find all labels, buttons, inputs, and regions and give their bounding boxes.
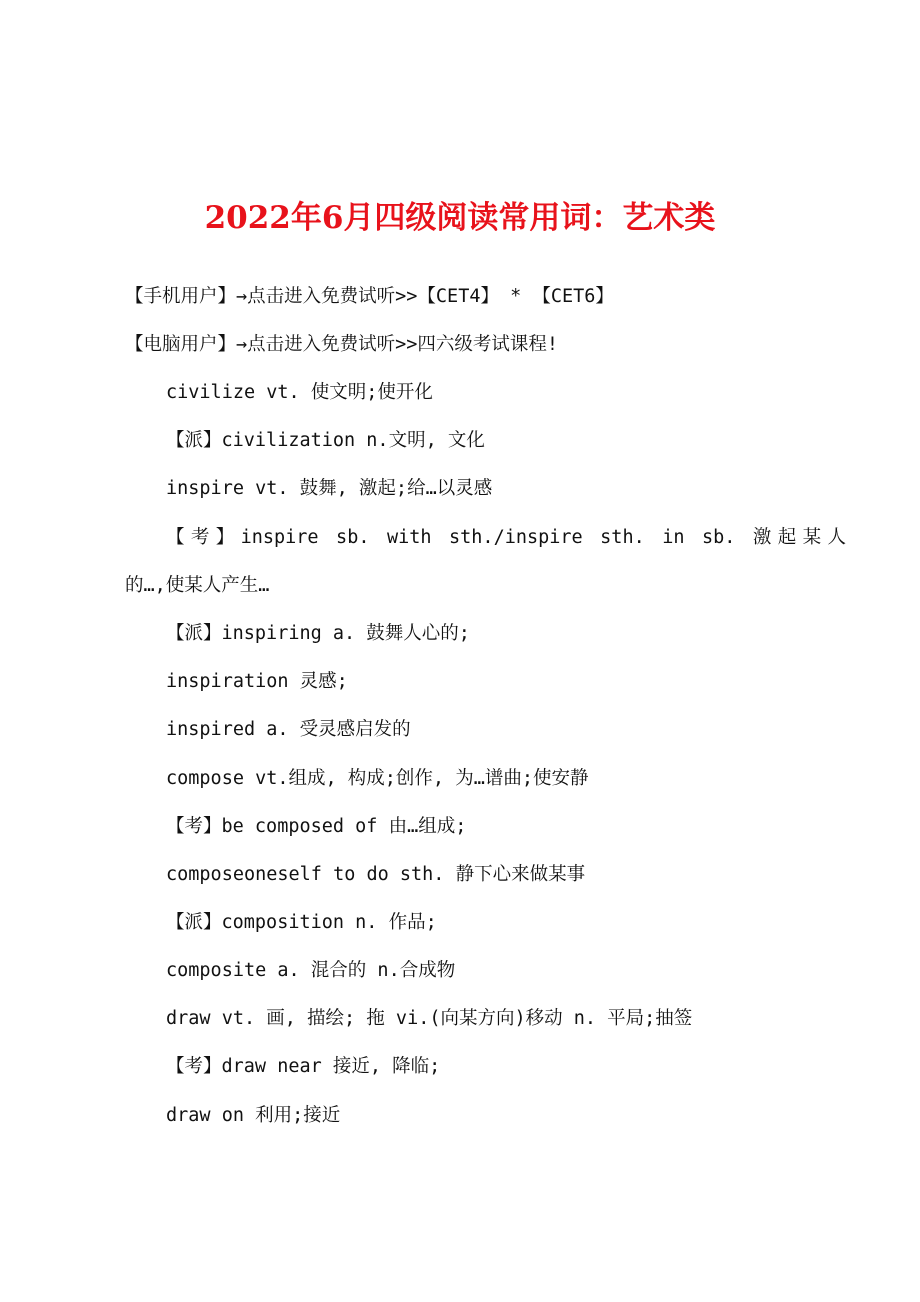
vocab-line: inspire vt. 鼓舞, 激起;给…以灵感 <box>166 478 493 499</box>
vocab-line: 【考】inspire sb. with sth./inspire sth. in sb. 激起某人 <box>166 527 846 548</box>
vocab-line: composite a. 混合的 n.合成物 <box>166 960 456 981</box>
vocab-line: composeoneself to do sth. 静下心来做某事 <box>166 864 586 885</box>
vocab-line: inspired a. 受灵感启发的 <box>166 719 411 740</box>
vocab-line: 【派】civilization n.文明, 文化 <box>166 430 485 451</box>
vocab-line: compose vt.组成, 构成;创作, 为…谱曲;使安静 <box>166 768 589 789</box>
vocab-line: draw on 利用;接近 <box>166 1105 341 1126</box>
vocab-line: civilize vt. 使文明;使开化 <box>166 382 433 403</box>
mobile-user-link[interactable]: 【手机用户】→点击进入免费试听>>【CET4】 * 【CET6】 <box>125 286 614 307</box>
vocab-line: 【派】inspiring a. 鼓舞人心的; <box>166 623 470 644</box>
vocab-line: 【考】be composed of 由…组成; <box>166 816 467 837</box>
vocab-line-continuation: 的…,使某人产生… <box>125 575 270 596</box>
vocab-line: 【考】draw near 接近, 降临; <box>166 1056 441 1077</box>
desktop-user-link[interactable]: 【电脑用户】→点击进入免费试听>>四六级考试课程! <box>125 334 559 355</box>
vocab-line: inspiration 灵感; <box>166 671 348 692</box>
vocab-line: 【派】composition n. 作品; <box>166 912 437 933</box>
vocab-line: draw vt. 画, 描绘; 拖 vi.(向某方向)移动 n. 平局;抽签 <box>166 1008 693 1029</box>
page-title: 2022年6月四级阅读常用词：艺术类 <box>204 200 716 236</box>
